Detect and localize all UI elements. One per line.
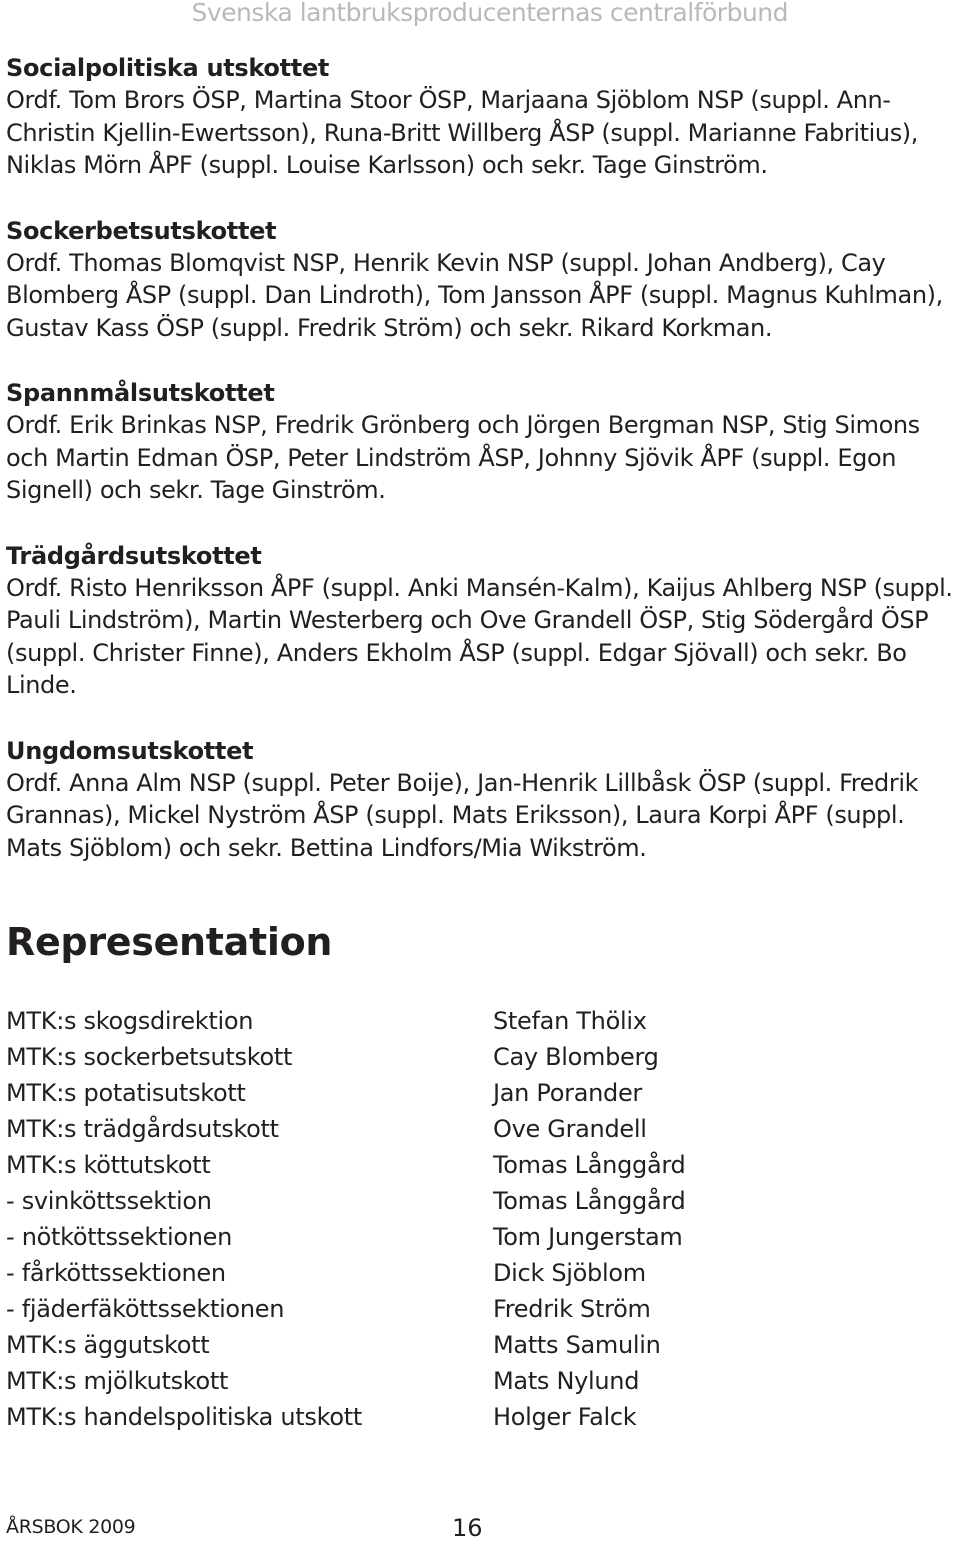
committee-name: - fjäderfäköttssektionen: [6, 1295, 285, 1323]
section-body: Ordf. Erik Brinkas NSP, Fredrik Grönberg och Jörgen Bergman NSP, Stig Simons och Martin Edman ÖSP, Peter Lindström ÅSP, Johnny Sjövik ÅPF (suppl. Egon Signell) och sekr. Tage Ginström.: [6, 411, 920, 504]
section-body: Ordf. Tom Brors ÖSP, Martina Stoor ÖSP, Marjaana Sjöblom NSP (suppl. Ann-Christin Kjellin-Ewertsson), Runa-Britt Willberg ÅSP (suppl. Marianne Fabritius), Niklas Mörn ÅPF (suppl. Louise Karlsson) och sekr. Tage Ginström.: [6, 86, 918, 179]
committee-name: MTK:s mjölkutskott: [6, 1367, 229, 1395]
representative-name: Tom Jungerstam: [493, 1223, 683, 1251]
representative-name: Mats Nylund: [493, 1367, 640, 1395]
committee-section: [6, 540, 958, 702]
section-heading: Sockerbetsutskottet: [6, 216, 277, 245]
representation-row: [6, 1003, 906, 1039]
representative-name: Cay Blomberg: [493, 1043, 659, 1071]
representation-row: [6, 1255, 906, 1291]
representative-name: Ove Grandell: [493, 1115, 647, 1143]
committee-list: [6, 52, 958, 897]
section-heading: Ungdomsutskottet: [6, 736, 254, 765]
representation-row: [6, 1291, 906, 1327]
representation-table: [6, 1003, 906, 1435]
representative-name: Stefan Thölix: [493, 1007, 647, 1035]
section-body: Ordf. Anna Alm NSP (suppl. Peter Boije), Jan-Henrik Lillbåsk ÖSP (suppl. Fredrik Grannas), Mickel Nyström ÅSP (suppl. Mats Eriksson), Laura Korpi ÅPF (suppl. Mats Sjöblom) och sekr. Bettina Lindfors/Mia Wikström.: [6, 768, 919, 862]
section-heading: Trädgårdsutskottet: [6, 541, 262, 570]
committee-name: MTK:s trädgårdsutskott: [6, 1115, 279, 1143]
committee-name: MTK:s skogsdirektion: [6, 1007, 254, 1035]
committee-name: - nötköttssektionen: [6, 1223, 233, 1251]
representative-name: Fredrik Ström: [493, 1295, 651, 1323]
section-body: Ordf. Risto Henriksson ÅPF (suppl. Anki Mansén-Kalm), Kaijus Ahlberg NSP (suppl. Pauli Lindström), Martin Westerberg och Ove Grandell ÖSP, Stig Södergård ÖSP (suppl. Christer Finne), Anders Ekholm ÅSP (suppl. Edgar Sjövall) och sekr. Bo Linde.: [6, 573, 953, 699]
representation-row: [6, 1147, 906, 1183]
representation-row: [6, 1039, 906, 1075]
committee-name: MTK:s handelspolitiska utskott: [6, 1403, 362, 1431]
representative-name: Jan Porander: [493, 1079, 642, 1107]
committee-name: - svinköttssektion: [6, 1187, 212, 1215]
committee-name: MTK:s sockerbetsutskott: [6, 1043, 293, 1071]
section-heading: Socialpolitiska utskottet: [6, 54, 330, 82]
representation-row: [6, 1075, 906, 1111]
representative-name: Dick Sjöblom: [493, 1259, 646, 1287]
section-body: Ordf. Thomas Blomqvist NSP, Henrik Kevin NSP (suppl. Johan Andberg), Cay Blomberg ÅSP (suppl. Dan Lindroth), Tom Jansson ÅPF (suppl. Magnus Kuhlman), Gustav Kass ÖSP (suppl. Fredrik Ström) och sekr. Rikard Korkman.: [6, 248, 943, 342]
section-heading: Spannmålsutskottet: [6, 379, 275, 407]
footer-publication-title: ÅRSBOK 2009: [6, 1516, 136, 1538]
representation-row: [6, 1363, 906, 1399]
running-header: Svenska lantbruksproducenternas centralförbund: [191, 0, 788, 27]
representative-name: Tomas Långgård: [493, 1151, 686, 1179]
representation-row: [6, 1219, 906, 1255]
committee-section: [6, 215, 958, 345]
committee-section: [6, 735, 958, 865]
page-number: 16: [452, 1514, 483, 1542]
committee-name: MTK:s äggutskott: [6, 1331, 210, 1359]
representation-row: [6, 1183, 906, 1219]
committee-section: [6, 377, 958, 507]
representation-row: [6, 1399, 906, 1435]
representative-name: Matts Samulin: [493, 1331, 661, 1359]
representative-name: Holger Falck: [493, 1403, 637, 1431]
committee-name: MTK:s potatisutskott: [6, 1079, 246, 1107]
representative-name: Tomas Långgård: [493, 1187, 686, 1215]
representation-row: [6, 1327, 906, 1363]
committee-section: [6, 52, 958, 182]
committee-name: MTK:s köttutskott: [6, 1151, 211, 1179]
committee-name: - fårköttssektionen: [6, 1259, 226, 1287]
representation-heading: Representation: [6, 920, 333, 964]
representation-row: [6, 1111, 906, 1147]
